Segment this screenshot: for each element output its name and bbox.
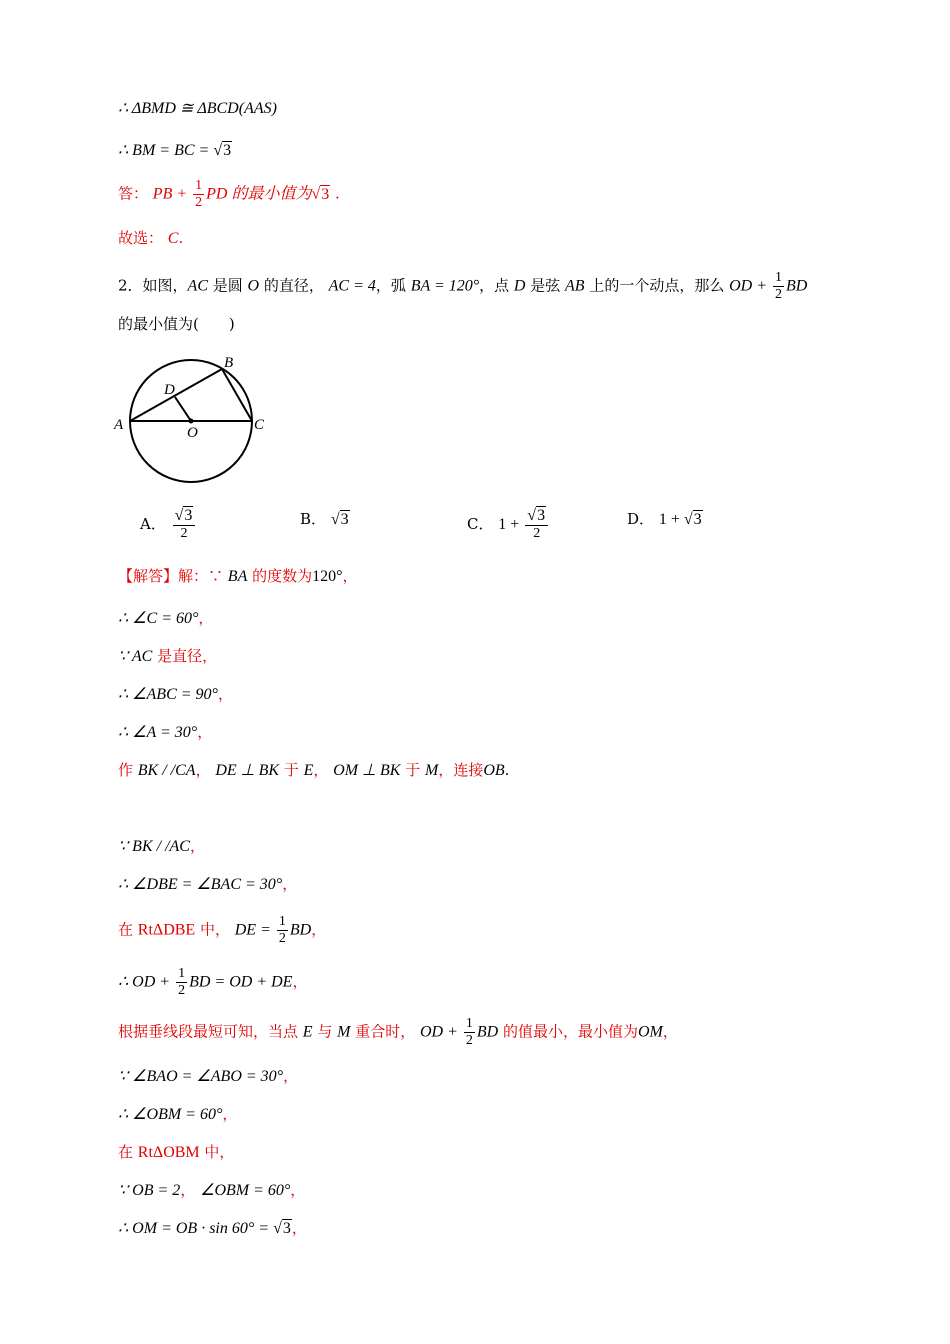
option-c-pre: 1 + — [498, 516, 524, 533]
proof-line-bm-bc — [118, 140, 232, 161]
choose-end: . — [178, 229, 184, 247]
angle-c: ∴ ∠C = 60° — [118, 610, 199, 627]
bd: BD — [289, 921, 312, 939]
q-text-h: ，点 — [479, 276, 514, 295]
label-o: O — [187, 425, 198, 441]
proof-line-congruence — [118, 98, 277, 119]
angle-obm: ∠OBM = 60° — [200, 1182, 291, 1199]
om-eq: ∴ OM = OB · sin 60° = — [118, 1220, 274, 1237]
solution-text: 的值最小，最小值为 — [498, 1022, 638, 1041]
comma: ， — [197, 723, 213, 741]
answer-sqrt: √3 — [311, 185, 330, 203]
q-text-d: 的直径， — [259, 276, 329, 295]
q-text-j: 是弦 — [525, 276, 566, 295]
solution-line-6 — [118, 760, 509, 781]
bk-parallel-ac: ∵ BK / /AC — [118, 838, 190, 855]
comma: ， — [311, 920, 327, 939]
comma: ， — [222, 1105, 238, 1123]
solution-line-8 — [118, 874, 297, 895]
od-plus: OD + — [419, 1023, 462, 1041]
solution-text: 在 — [118, 1143, 138, 1161]
angle-dbe: ∴ ∠DBE = ∠BAC = 30° — [118, 876, 283, 893]
fraction-one-half: $\frac{1}{2}$ — [465, 1016, 473, 1048]
solution-line-2 — [118, 608, 213, 629]
label-a: A — [114, 417, 124, 433]
answer-label: 答： — [118, 184, 149, 203]
comma: ， — [198, 609, 214, 627]
answer-end: . — [335, 184, 340, 203]
solution-text: 解：∵ — [178, 567, 228, 585]
comma: ， — [283, 1067, 299, 1085]
solution-text: 于 — [400, 761, 425, 779]
angle-obm: ∴ ∠OBM = 60° — [118, 1106, 223, 1123]
question-2-line-1 — [118, 270, 807, 303]
period: . — [504, 761, 510, 779]
solution-line-7 — [118, 836, 205, 857]
q-ac: AC — [187, 277, 208, 295]
comma: ， — [217, 685, 233, 703]
q-ac-eq: AC = 4 — [328, 277, 376, 295]
om-perp: OM ⊥ BK — [333, 762, 401, 779]
sqrt-value: √3 — [213, 142, 232, 159]
bm-equals-bc: ∴ BM = BC = — [118, 142, 214, 159]
q-text-b: 是圆 — [208, 276, 248, 295]
solution-line-14 — [118, 1142, 234, 1163]
circle-figure — [112, 352, 272, 488]
comma: ， — [290, 1181, 306, 1199]
ob-eq: ∵ OB = 2 — [118, 1182, 181, 1199]
solution-text: 是直径， — [152, 647, 218, 665]
degree-value: 120° — [312, 568, 343, 585]
option-d — [627, 508, 703, 529]
segment-od — [175, 397, 191, 421]
q-text-l: 上的一个动点，那么 — [584, 276, 730, 295]
comma: ， — [662, 1022, 678, 1041]
center-dot — [189, 419, 194, 424]
solution-text: 根据垂线段最短可知，当点 — [118, 1022, 303, 1041]
q-arc: BA = 120° — [410, 277, 480, 295]
solution-text: ，连接 — [438, 761, 484, 779]
chord-ab — [130, 369, 222, 421]
option-letter: A． — [140, 515, 166, 533]
bd-eq: BD = OD + DE — [189, 973, 293, 991]
question-number: 2．如图， — [118, 276, 188, 295]
comma: ， — [195, 761, 216, 779]
point-m: M — [337, 1023, 351, 1041]
comma: ， — [313, 761, 334, 779]
choose-value: C — [167, 230, 179, 247]
bd: BD — [476, 1023, 499, 1041]
comma: ， — [282, 875, 298, 893]
solution-text: 与 — [312, 1022, 338, 1041]
label-c: C — [254, 417, 265, 433]
solution-text: 在 — [118, 920, 138, 939]
q-text-f: ，弧 — [375, 276, 411, 295]
solution-line-1 — [118, 566, 358, 587]
question-2-line-2 — [118, 314, 235, 334]
solution-line-16 — [118, 1218, 307, 1239]
q-od: OD + — [729, 277, 772, 295]
solution-line-10 — [118, 966, 307, 999]
arc-ba: BA — [227, 568, 248, 585]
option-d-pre: 1 + — [658, 511, 684, 528]
fraction-one-half: $\frac{1}{2}$ — [178, 966, 186, 998]
solution-line-15 — [118, 1180, 305, 1201]
q-ab: AB — [565, 277, 585, 295]
solution-line-3 — [118, 646, 217, 667]
option-d-sqrt: √3 — [683, 511, 702, 528]
point-e: E — [302, 1023, 313, 1041]
solution-line-4 — [118, 684, 233, 705]
answer-line — [118, 178, 340, 211]
answer-expr-mid: PD 的最小值为 — [206, 185, 312, 203]
fraction-one-half: $\frac{1}{2}$ — [278, 914, 286, 946]
sqrt-value: √3 — [273, 1220, 291, 1237]
label-d: D — [164, 382, 175, 398]
chord-bc — [222, 369, 252, 421]
congruence-statement: ∴ ΔBMD ≅ ΔBCD(AAS) — [118, 100, 277, 117]
option-a-fraction: $\frac{√3}{2}$ — [173, 508, 196, 542]
option-c — [467, 508, 550, 542]
od-plus: ∴ OD + — [118, 973, 175, 991]
comma: ， — [180, 1181, 201, 1199]
de-perp: DE ⊥ BK — [215, 762, 280, 779]
solution-line-9 — [118, 914, 326, 947]
option-letter: B． — [300, 510, 327, 528]
bk-parallel: BK / /CA — [137, 762, 196, 779]
comma: ， — [342, 567, 358, 585]
angle-a: ∴ ∠A = 30° — [118, 724, 198, 741]
solution-line-12 — [118, 1066, 298, 1087]
solution-text: 的度数为 — [247, 567, 313, 585]
option-c-fraction: $\frac{√3}{2}$ — [525, 508, 548, 542]
choose-line — [118, 228, 183, 249]
solution-text: 中， — [199, 1143, 235, 1161]
comma: ， — [292, 972, 308, 991]
solution-text: 中， — [195, 920, 235, 939]
answer-expr-pre: PB + — [152, 185, 192, 203]
om: OM — [638, 1023, 663, 1041]
option-letter: D． — [627, 510, 655, 528]
angle-abc: ∴ ∠ABC = 90° — [118, 686, 218, 703]
fraction-one-half: $\frac{1}{2}$ — [775, 270, 783, 302]
solution-text: 作 — [118, 761, 138, 779]
solution-tag: 【解答】 — [118, 567, 179, 585]
segment-ob: OB — [483, 762, 505, 779]
solution-text: 重合时， — [350, 1022, 420, 1041]
fraction-one-half: $\frac{1}{2}$ — [195, 178, 203, 210]
solution-text: 于 — [279, 761, 304, 779]
solution-line-11 — [118, 1016, 678, 1049]
ac-diameter: ∵ AC — [118, 648, 153, 665]
q-bd: BD — [786, 277, 808, 295]
point-m: M — [424, 762, 439, 779]
angle-bao: ∵ ∠BAO = ∠ABO = 30° — [118, 1068, 284, 1085]
question-tail: 的最小值为( ) — [118, 315, 235, 333]
option-b-sqrt: √3 — [330, 511, 349, 528]
solution-line-13 — [118, 1104, 237, 1125]
q-o: O — [247, 277, 260, 295]
q-d: D — [513, 277, 526, 295]
solution-line-5 — [118, 722, 212, 743]
comma: ， — [189, 837, 205, 855]
option-a — [140, 508, 197, 542]
option-letter: C． — [467, 515, 494, 533]
triangle-obm: RtΔOBM — [137, 1144, 200, 1161]
choose-label: 故选： — [118, 229, 164, 247]
point-e: E — [303, 762, 314, 779]
option-b — [300, 508, 350, 529]
label-b: B — [224, 355, 234, 371]
triangle-dbe: RtΔDBE — [137, 921, 196, 939]
comma: ， — [291, 1219, 307, 1237]
de-eq: DE = — [234, 921, 275, 939]
